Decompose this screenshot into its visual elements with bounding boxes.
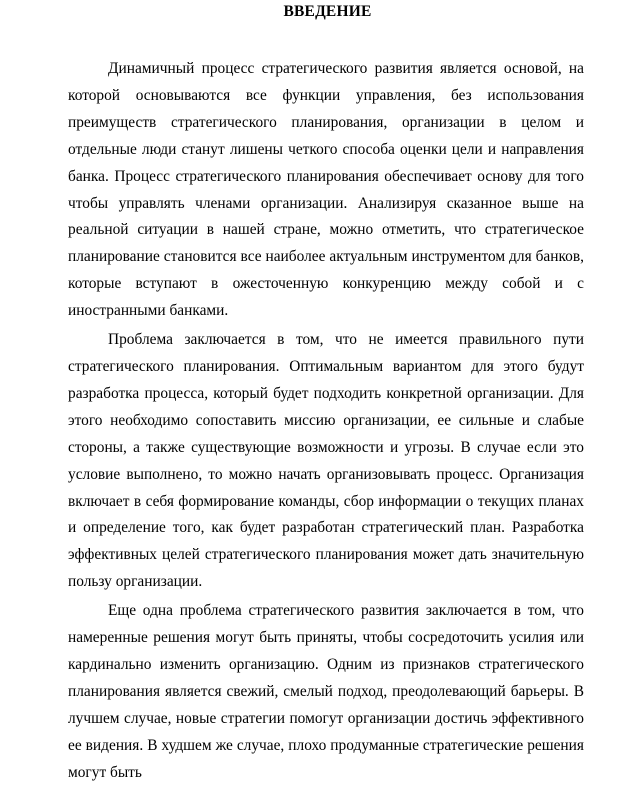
paragraph-strategic-development: Динамичный процесс стратегического развития является основой, на которой основываются все функции управления, без использования преимуществ стратегического планирования, организации в целом и отдельные люди станут лишены четкого способа оценки цели и направления банка. Процесс стратегического планирования обеспечивает основу для того чтобы управлять членами организации. Анализируя сказанное выше на реальной ситуации в нашей стране, можно отметить, что стратегическое планирование становится все наиболее актуальным инструментом для банков, которые вступают в ожесточенную конкуренцию между собой и с иностранными банками. xyxy=(68,60,584,320)
paragraph-another-problem: Еще одна проблема стратегического развития заключается в том, что намеренные решения могут быть приняты, чтобы сосредоточить усилия или кардинально изменить организацию. Одним из признаков стратегического планирования является свежий, смелый подход, преодолевающий барьеры. В лучшем случае, новые стратегии помогут организации достичь эффективного ее видения. В худшем же случае, плохо продуманные стратегические решения могут быть xyxy=(68,602,584,781)
document-body xyxy=(68,56,584,786)
paragraph-problem-statement: Проблема заключается в том, что не имеется правильного пути стратегического планирования. Оптимальным вариантом для этого будут разработка процесса, который будет подходить конкретной организации. Для этого необходимо сопоставить миссию организации, ее сильные и слабые стороны, а также существующие возможности и угрозы. В случае если это условие выполнено, то можно начать организовывать процесс. Организация включает в себя формирование команды, сбор информации о текущих планах и определение того, как будет разработан стратегический план. Разработка эффективных целей стратегического планирования может дать значительную пользу организации. xyxy=(68,331,584,591)
document-title: ВВЕДЕНИЕ xyxy=(283,3,372,20)
